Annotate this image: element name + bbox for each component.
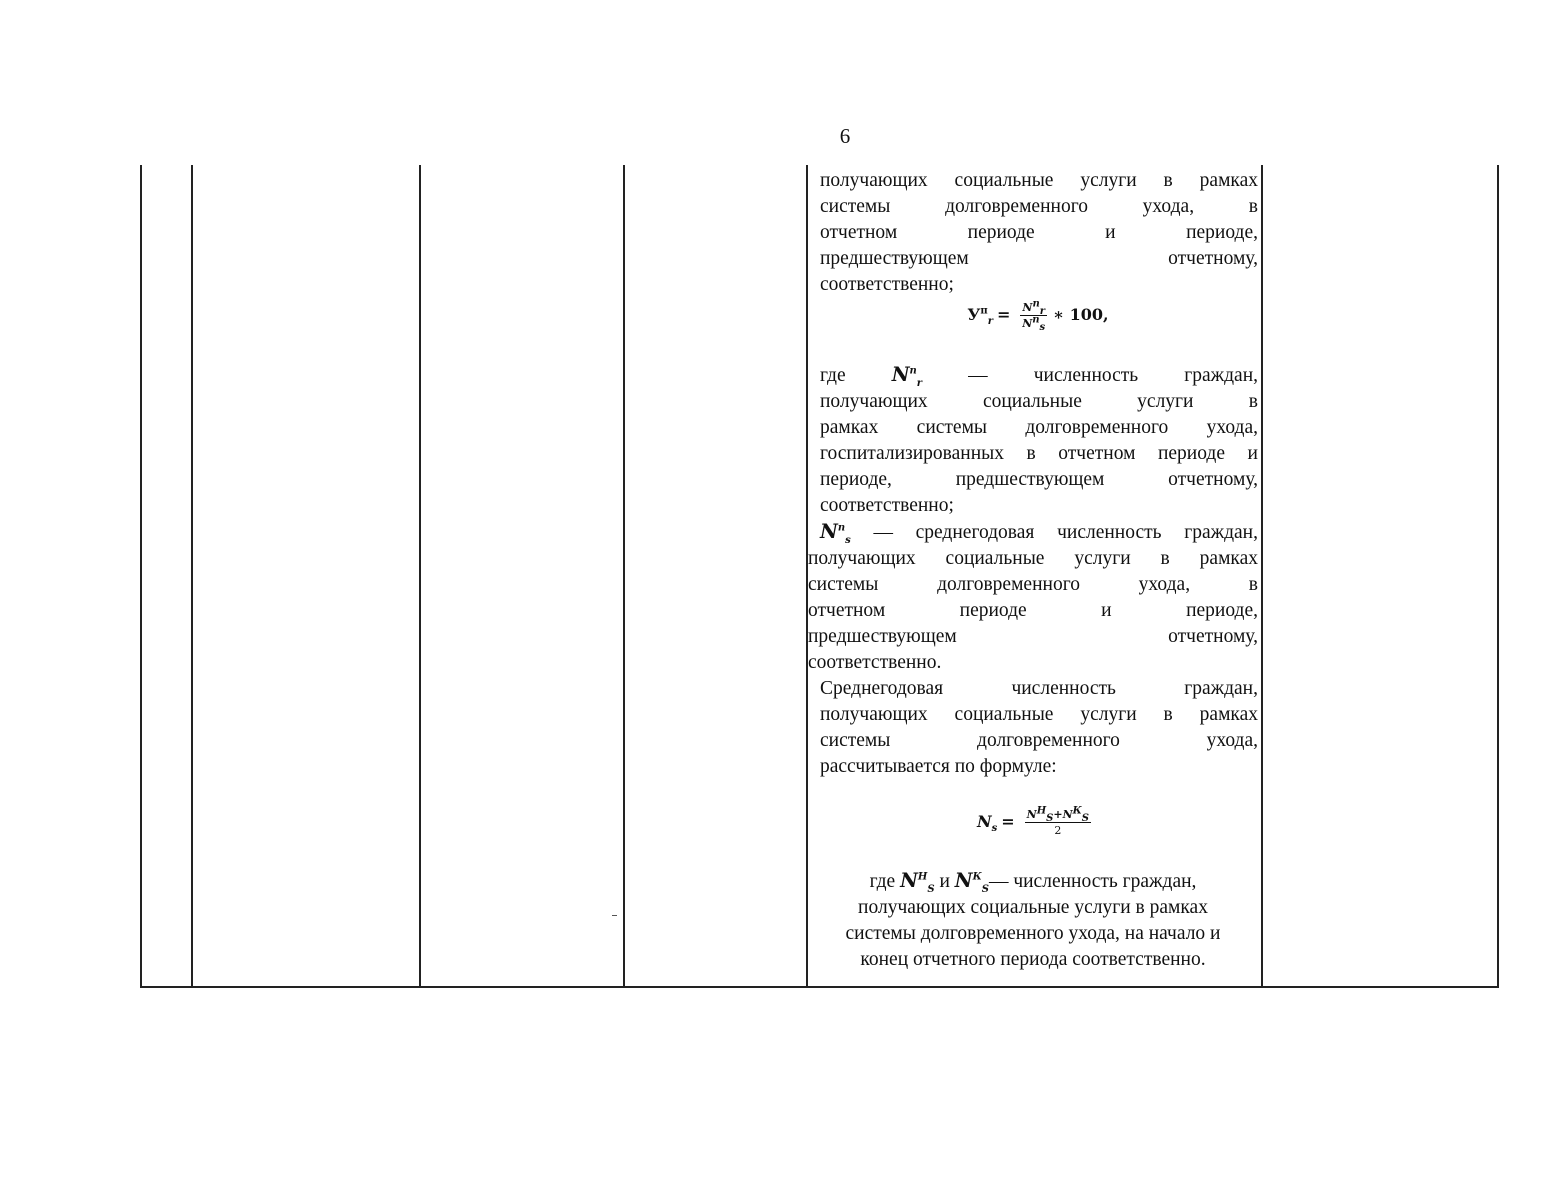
text-line: $N^п_s$ — среднегодовая численность граждан, <box>820 520 1258 546</box>
paragraph-4 <box>808 676 1258 780</box>
table-column-divider-5 <box>1261 165 1263 988</box>
text-line: системы долговременного ухода, <box>820 730 1258 751</box>
paragraph-2 <box>808 362 1258 519</box>
formula-lhs: $N_s$ <box>976 812 998 835</box>
symbol-n-s-start: $N^Н_S$ <box>900 869 935 895</box>
text-line: где $N^п_r$ — численность граждан, <box>820 363 1259 389</box>
formula-lhs: $У^п_r$ <box>967 305 993 328</box>
paragraph-5 <box>808 868 1258 973</box>
text-line: соответственно; <box>820 495 954 516</box>
text-line: соответственно. <box>808 652 942 673</box>
text-line: где $N^Н_S$ и $N^К_S—$ численность граждан, <box>869 869 1197 895</box>
text-line: получающих социальные услуги в рамках <box>808 548 1258 569</box>
text-line: отчетном периоде и периоде, <box>820 222 1258 243</box>
table-border-left <box>140 165 142 988</box>
formula-tail: ∗ 100, <box>1053 305 1109 324</box>
symbol-n-r: $N^п_r$ <box>891 363 923 389</box>
formula-fraction: $\frac{N^Н_S+N^К_S}{2}$ <box>1026 804 1090 837</box>
table-column-divider-3 <box>623 165 625 988</box>
text-line: рамках системы долговременного ухода, <box>820 417 1258 438</box>
text-line: Среднегодовая численность граждан, <box>820 678 1258 699</box>
symbol-n-s-end: $N^К_S$ <box>954 869 989 895</box>
text-line: предшествующем отчетному, <box>808 626 1258 647</box>
formula-fraction: $\frac{N^п_r}{N^п_s}$ <box>1022 297 1046 333</box>
paragraph-3 <box>808 519 1258 676</box>
text-line: отчетном периоде и периоде, <box>808 600 1258 621</box>
text-line: получающих социальные услуги в <box>820 391 1258 412</box>
formula-2 <box>816 802 1258 842</box>
text-line: получающих социальные услуги в рамках <box>858 897 1208 918</box>
text-line: госпитализированных в отчетном периоде и <box>820 443 1258 464</box>
text-line: рассчитывается по формуле: <box>820 756 1057 777</box>
text-line: получающих социальные услуги в рамках <box>820 170 1258 191</box>
page-number: 6 <box>839 124 851 148</box>
text-line: системы долговременного ухода, на начало и <box>845 923 1221 944</box>
formula-1 <box>818 298 1258 332</box>
table-cell-text <box>808 168 1258 973</box>
table-column-divider-2 <box>419 165 421 988</box>
text-line: предшествующем отчетному, <box>820 248 1258 269</box>
scan-mark <box>612 915 617 916</box>
paragraph-1 <box>808 168 1258 298</box>
text-line: соответственно; <box>820 274 954 295</box>
text-line: системы долговременного ухода, в <box>808 574 1258 595</box>
text-line: получающих социальные услуги в рамках <box>820 704 1258 725</box>
table-column-divider-1 <box>191 165 193 988</box>
equals-sign: = <box>996 305 1011 324</box>
text-line: системы долговременного ухода, в <box>820 196 1258 217</box>
text-line: конец отчетного периода соответственно. <box>860 949 1206 970</box>
equals-sign: = <box>1001 812 1015 831</box>
text-line: периоде, предшествующем отчетному, <box>820 469 1258 490</box>
table-border-right <box>1497 165 1499 988</box>
symbol-n-s: $N^п_s$ <box>820 520 851 546</box>
table-bottom-border <box>140 986 1499 988</box>
